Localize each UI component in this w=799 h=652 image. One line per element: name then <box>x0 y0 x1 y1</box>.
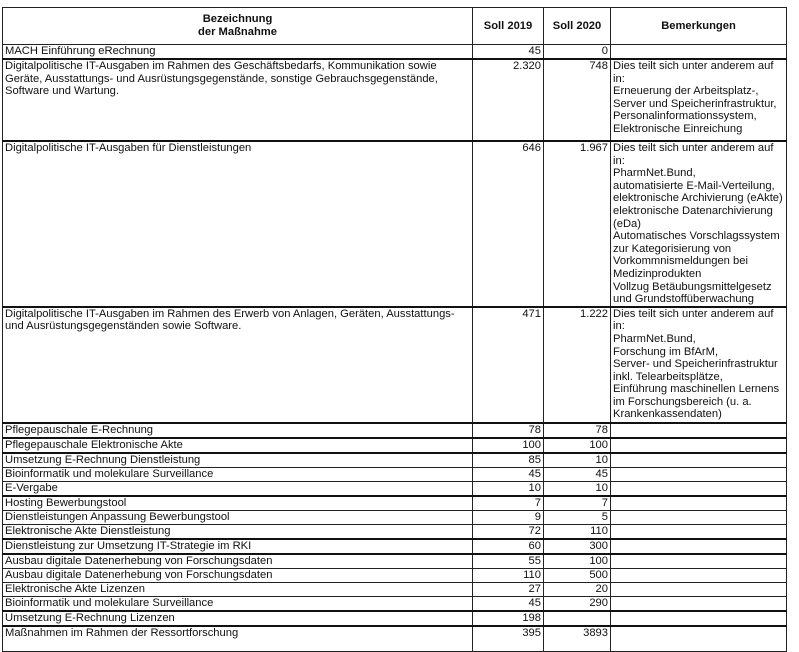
remarks-cell <box>611 481 787 496</box>
remark-line: Dies teilt sich unter anderem auf in: <box>613 307 774 333</box>
header-name-line1: Bezeichnung <box>202 13 273 26</box>
measure-name: Hosting Bewerbungstool <box>3 496 473 511</box>
remarks-cell <box>611 423 787 438</box>
soll-2019-value: 2.320 <box>473 59 544 141</box>
soll-2020-value: 300 <box>544 539 611 554</box>
measure-name: Elektronische Akte Lizenzen <box>3 582 473 596</box>
soll-2020-value: 1.967 <box>544 141 611 307</box>
soll-2019-value: 27 <box>473 582 544 596</box>
remark-line: Medizinprodukten <box>613 267 702 280</box>
remarks-cell <box>611 307 787 423</box>
soll-2019-value: 72 <box>473 524 544 539</box>
table-row <box>3 307 787 423</box>
soll-2019-value: 60 <box>473 539 544 554</box>
soll-2019-value: 9 <box>473 510 544 524</box>
soll-2019-value: 78 <box>473 423 544 438</box>
remark-line: und Grundstoffüberwachung <box>613 293 754 306</box>
table-row <box>3 596 787 611</box>
table-row <box>3 45 787 60</box>
remarks-cell <box>611 596 787 611</box>
soll-2019-value: 55 <box>473 554 544 569</box>
remark-line: Einführung maschinellen Lernens <box>613 383 780 396</box>
table-row <box>3 626 787 652</box>
remark-line: Vollzug Betäubungsmittelgesetz <box>613 280 772 293</box>
table-row <box>3 481 787 496</box>
table-header-row <box>3 8 787 45</box>
soll-2019-value: 85 <box>473 453 544 468</box>
remarks-cell <box>611 539 787 554</box>
table-row <box>3 510 787 524</box>
remark-line: Forschung im BfArM, <box>613 345 719 358</box>
remarks-cell <box>611 438 787 453</box>
soll-2020-value: 10 <box>544 453 611 468</box>
remarks-cell <box>611 496 787 511</box>
remarks-cell <box>611 568 787 582</box>
table-row <box>3 611 787 626</box>
soll-2020-value: 100 <box>544 438 611 453</box>
table-row <box>3 582 787 596</box>
soll-2019-value: 45 <box>473 45 544 60</box>
soll-2019-value: 646 <box>473 141 544 307</box>
remark-line: Krankenkassendaten) <box>613 408 722 421</box>
measure-name: Bioinformatik und molekulare Surveillance <box>3 467 473 481</box>
remarks-cell <box>611 59 787 141</box>
measure-name: Digitalpolitische IT-Ausgaben im Rahmen des Erwerb von Anlagen, Geräten, Ausstattungs- und Ausrüstungsgegenständen sowie Software. <box>3 307 473 423</box>
soll-2019-value: 45 <box>473 596 544 611</box>
measure-name: Digitalpolitische IT-Ausgaben im Rahmen des Geschäftsbedarfs, Kommunikation sowie Geräte, Ausstattungs- und Ausrüstungsgegenstände, sonstige Gebrauchsgegenstände, Software und Wartung. <box>3 59 473 141</box>
remark-line: Automatisches Vorschlagssystem <box>613 230 780 243</box>
soll-2019-value: 7 <box>473 496 544 511</box>
soll-2020-value: 290 <box>544 596 611 611</box>
measure-name: Bioinformatik und molekulare Surveillance <box>3 596 473 611</box>
remark-line: inkl. Telearbeitsplätze, <box>613 370 723 383</box>
header-name <box>3 8 473 45</box>
soll-2020-value: 0 <box>544 45 611 60</box>
measure-name: Maßnahmen im Rahmen der Ressortforschung <box>3 626 473 652</box>
remarks-cell <box>611 611 787 626</box>
measure-name: Elektronische Akte Dienstleistung <box>3 524 473 539</box>
table-row <box>3 467 787 481</box>
measure-name: MACH Einführung eRechnung <box>3 45 473 60</box>
remark-line: PharmNet.Bund, <box>613 167 696 180</box>
table-row <box>3 453 787 468</box>
remark-line: Dies teilt sich unter anderem auf in: <box>613 142 774 167</box>
soll-2019-value: 10 <box>473 481 544 496</box>
remark-line: automatisierte E-Mail-Verteilung, <box>613 179 775 192</box>
measure-name: Umsetzung E-Rechnung Dienstleistung <box>3 453 473 468</box>
soll-2019-value: 45 <box>473 467 544 481</box>
soll-2020-value: 7 <box>544 496 611 511</box>
remark-line: Vorkommnismeldungen bei <box>613 255 748 268</box>
remarks-cell <box>611 554 787 569</box>
measure-name: Dienstleistung zur Umsetzung IT-Strategie im RKI <box>3 539 473 554</box>
remarks-cell <box>611 141 787 307</box>
table-body <box>3 45 787 652</box>
remark-line: Elektronische Einreichung <box>613 122 743 135</box>
soll-2020-value: 3893 <box>544 626 611 652</box>
measure-name: Ausbau digitale Datenerhebung von Forschungsdaten <box>3 554 473 569</box>
budget-table <box>2 7 787 652</box>
measure-name: Pflegepauschale Elektronische Akte <box>3 438 473 453</box>
soll-2019-value: 395 <box>473 626 544 652</box>
remarks-cell <box>611 524 787 539</box>
soll-2020-value: 748 <box>544 59 611 141</box>
soll-2020-value: 1.222 <box>544 307 611 423</box>
remark-line: (eDa) <box>613 217 641 230</box>
soll-2020-value: 5 <box>544 510 611 524</box>
header-soll-2020: Soll 2020 <box>544 8 611 45</box>
soll-2020-value: 10 <box>544 481 611 496</box>
measure-name: E-Vergabe <box>3 481 473 496</box>
remarks-cell <box>611 453 787 468</box>
table-row <box>3 438 787 453</box>
soll-2019-value: 100 <box>473 438 544 453</box>
remark-line: Erneuerung der Arbeitsplatz-, <box>613 85 759 98</box>
table-row <box>3 141 787 307</box>
remark-line: Personalinformationssystem, <box>613 110 757 123</box>
remarks-cell <box>611 582 787 596</box>
table-row <box>3 59 787 141</box>
remark-line: PharmNet.Bund, <box>613 332 696 345</box>
remarks-cell <box>611 626 787 652</box>
remark-line: Dies teilt sich unter anderem auf in: <box>613 60 774 85</box>
measure-name: Dienstleistungen Anpassung Bewerbungstool <box>3 510 473 524</box>
header-remarks: Bemerkungen <box>611 8 787 45</box>
remarks-cell <box>611 510 787 524</box>
remarks-cell <box>611 467 787 481</box>
soll-2020-value: 110 <box>544 524 611 539</box>
header-name-line2: der Maßnahme <box>198 26 277 38</box>
remarks-cell <box>611 45 787 60</box>
soll-2020-value <box>544 611 611 626</box>
remark-line: Server und Speicherinfrastruktur, <box>613 97 777 110</box>
table-row <box>3 423 787 438</box>
remark-line: elektronische Datenarchivierung <box>613 204 773 217</box>
remark-line: im Forschungsbereich (u. a. <box>613 395 752 408</box>
table-row <box>3 524 787 539</box>
soll-2019-value: 198 <box>473 611 544 626</box>
remark-line: Server- und Speicherinfrastruktur <box>613 358 778 371</box>
soll-2020-value: 100 <box>544 554 611 569</box>
soll-2019-value: 471 <box>473 307 544 423</box>
remark-line: zur Kategorisierung von <box>613 242 732 255</box>
table-row <box>3 496 787 511</box>
table-row <box>3 539 787 554</box>
soll-2019-value: 110 <box>473 568 544 582</box>
remark-line: elektronische Archivierung (eAkte) <box>613 192 783 205</box>
measure-name: Umsetzung E-Rechnung Lizenzen <box>3 611 473 626</box>
measure-name: Digitalpolitische IT-Ausgaben für Dienstleistungen <box>3 141 473 307</box>
soll-2020-value: 20 <box>544 582 611 596</box>
table-row <box>3 568 787 582</box>
soll-2020-value: 78 <box>544 423 611 438</box>
soll-2020-value: 500 <box>544 568 611 582</box>
measure-name: Ausbau digitale Datenerhebung von Forschungsdaten <box>3 568 473 582</box>
soll-2020-value: 45 <box>544 467 611 481</box>
measure-name: Pflegepauschale E-Rechnung <box>3 423 473 438</box>
table-row <box>3 554 787 569</box>
header-soll-2019: Soll 2019 <box>473 8 544 45</box>
